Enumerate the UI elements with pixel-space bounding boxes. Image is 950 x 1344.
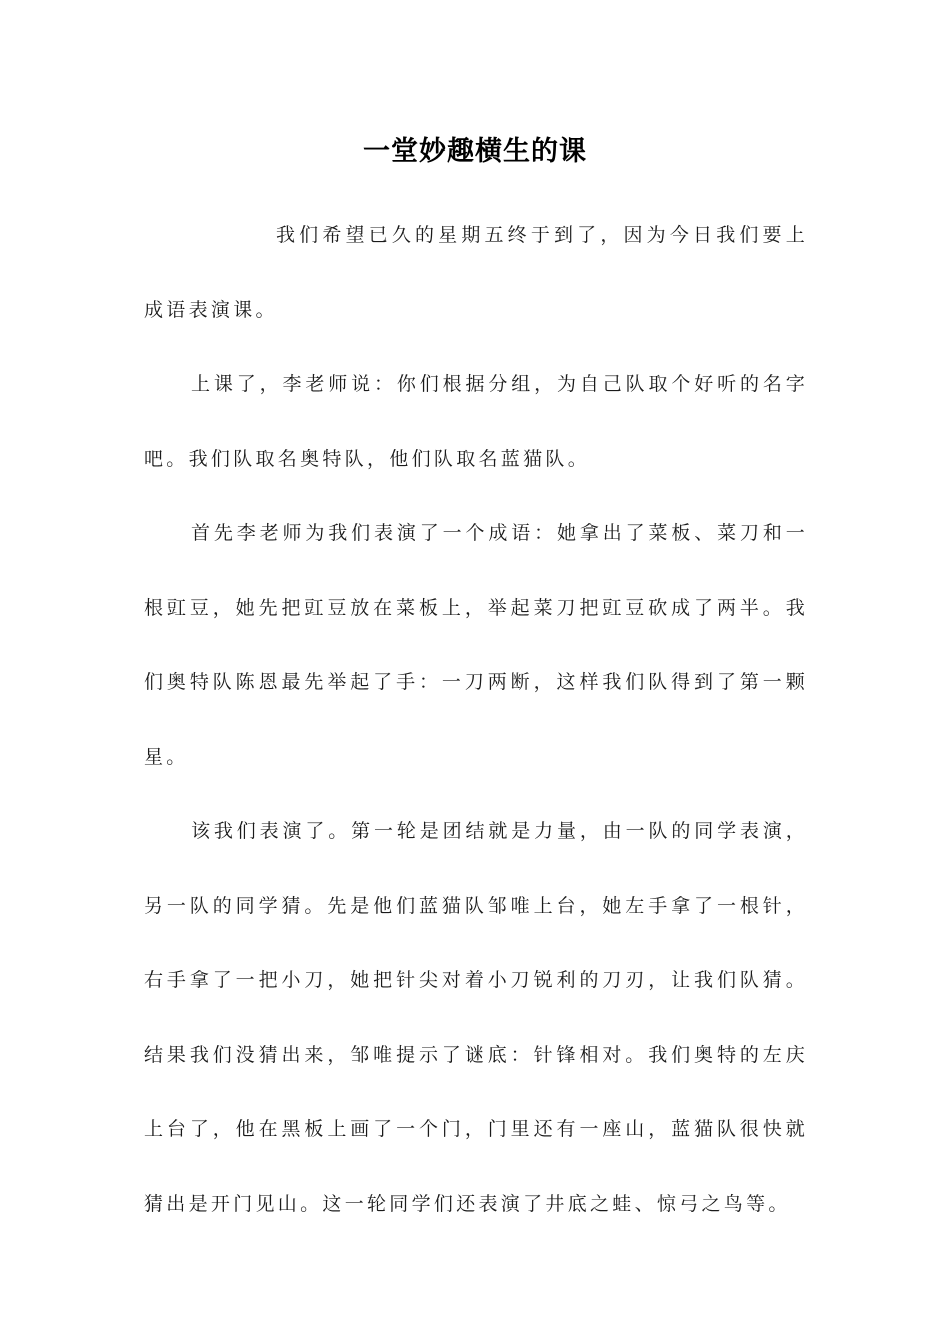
- paragraph-first-round: 该我们表演了。第一轮是团结就是力量，由一队的同学表演，另一队的同学猜。先是他们蓝猫队邹唯上台，她左手拿了一根针，右手拿了一把小刀，她把针尖对着小刀锐利的刀刃，让我们队猜。结果我们没猜出来，邹唯提示了谜底：针锋相对。我们奥特的左庆上台了，他在黑板上画了一个门，门里还有一座山，蓝猫队很快就猜出是开门见山。这一轮同学们还表演了井底之蛙、惊弓之鸟等。: [144, 820, 808, 1215]
- document-title: 一堂妙趣横生的课: [363, 136, 587, 167]
- paragraph-team-names: 上课了，李老师说：你们根据分组，为自己队取个好听的名字吧。我们队取名奥特队，他们队取名蓝猫队。: [144, 373, 808, 470]
- paragraph-intro: 我们希望已久的星期五终于到了，因为今日我们要上成语表演课。: [144, 224, 808, 321]
- document-body: [144, 198, 808, 1241]
- paragraph-teacher-demo: 首先李老师为我们表演了一个成语：她拿出了菜板、菜刀和一根豇豆，她先把豇豆放在菜板上，举起菜刀把豇豆砍成了两半。我们奥特队陈恩最先举起了手：一刀两断，这样我们队得到了第一颗星。: [144, 522, 808, 768]
